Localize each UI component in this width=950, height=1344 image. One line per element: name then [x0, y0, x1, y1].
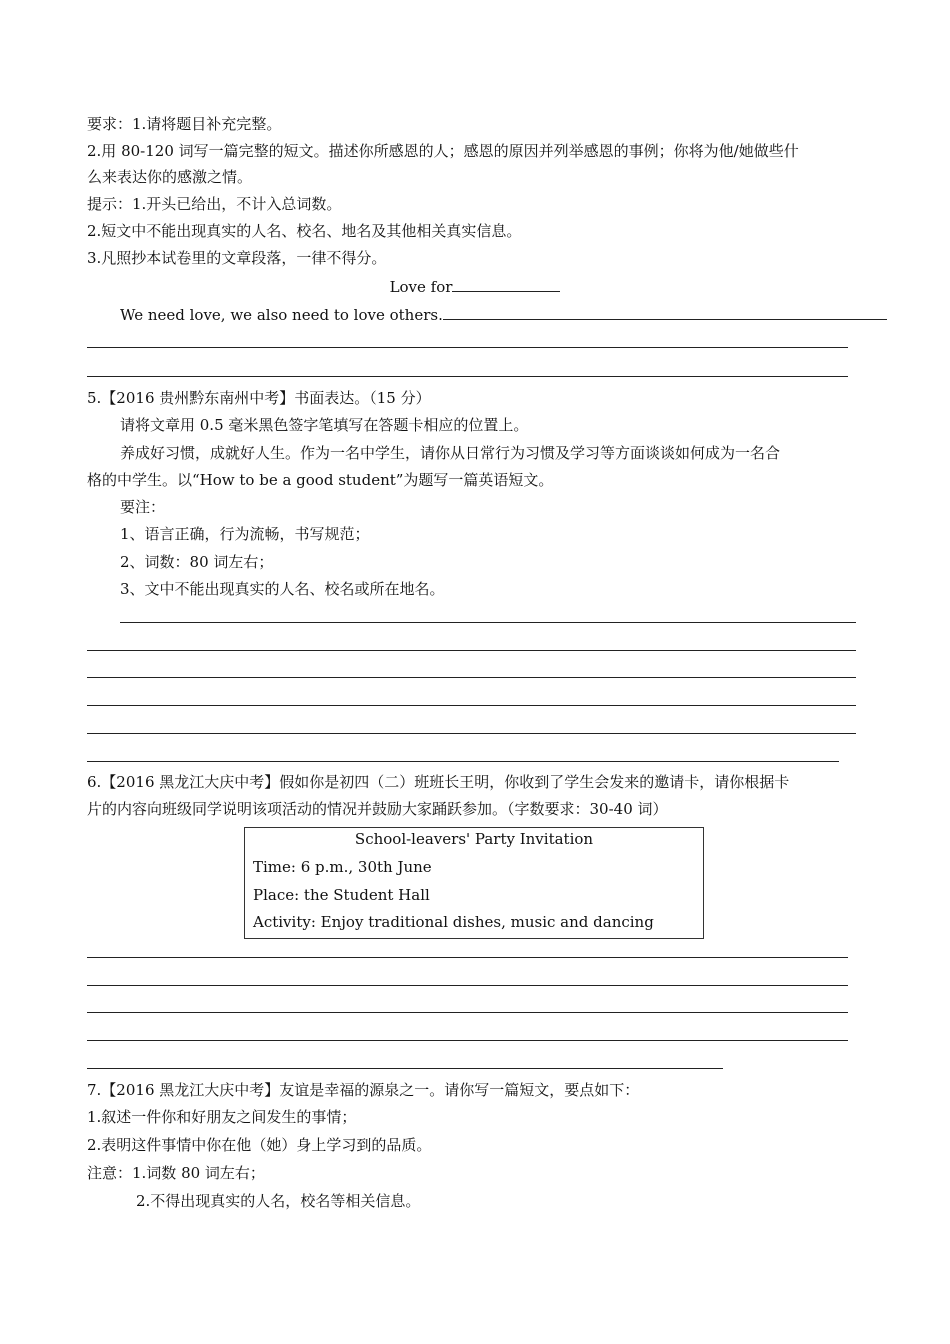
q5-note-2: 2、词数：80 词左右；: [120, 553, 274, 571]
q4-tip-3: 3.凡照抄本试卷里的文章段落，一律不得分。: [87, 249, 387, 267]
invitation-title: School-leavers' Party Invitation: [354, 830, 594, 848]
q4-opening-blank[interactable]: [443, 305, 887, 320]
q6-heading-a: 6.【2016 黑龙江大庆中考】假如你是初四（二）班班长王明，你收到了学生会发来的邀请卡，请你根据卡: [87, 773, 790, 791]
q4-title-blank[interactable]: [452, 277, 560, 292]
q4-opening-text: We need love, we also need to love others.: [120, 306, 443, 324]
invitation-place: Place: the Student Hall: [253, 886, 430, 904]
q5-answer-line[interactable]: [87, 677, 856, 678]
q6-answer-line[interactable]: [87, 985, 848, 986]
q5-body-a: 养成好习惯，成就好人生。作为一名中学生，请你从日常行为习惯及学习等方面谈谈如何成为一名合: [120, 444, 781, 462]
q5-answer-line[interactable]: [120, 622, 856, 623]
invitation-time: Time: 6 p.m., 30th June: [253, 858, 432, 876]
q5-note: 要注：: [120, 498, 166, 516]
q4-opening-line: [120, 305, 887, 325]
q6-answer-line[interactable]: [87, 1040, 848, 1041]
q7-point-1: 1.叙述一件你和好朋友之间发生的事情；: [87, 1108, 357, 1126]
q7-point-2: 2.表明这件事情中你在他（她）身上学习到的品质。: [87, 1136, 432, 1154]
q5-answer-line[interactable]: [87, 705, 856, 706]
q7-heading: 7.【2016 黑龙江大庆中考】友谊是幸福的源泉之一。请你写一篇短文，要点如下：: [87, 1081, 640, 1099]
q5-heading: 5.【2016 贵州黔东南州中考】书面表达。（15 分）: [87, 389, 431, 407]
q5-body-b: 格的中学生。以“How to be a good student”为题写一篇英语短文。: [87, 471, 554, 489]
q4-requirement-2b: 么来表达你的感激之情。: [87, 168, 253, 186]
q4-requirement-1: 要求：1.请将题目补充完整。: [87, 115, 282, 133]
q4-essay-title: [0, 277, 950, 297]
q4-answer-line[interactable]: [87, 376, 848, 377]
q6-answer-line[interactable]: [87, 957, 848, 958]
q5-note-3: 3、文中不能出现真实的人名、校名或所在地名。: [120, 580, 445, 598]
q4-title-text: Love for: [389, 278, 453, 296]
q5-answer-line[interactable]: [87, 733, 856, 734]
q5-answer-line[interactable]: [87, 650, 856, 651]
q4-requirement-2a: 2.用 80-120 词写一篇完整的短文。描述你所感恩的人；感恩的原因并列举感恩的事例；你将为他/她做些什: [87, 142, 799, 160]
q7-note-2: 2.不得出现真实的人名，校名等相关信息。: [136, 1192, 421, 1210]
q5-answer-line[interactable]: [87, 761, 839, 762]
q5-note-1: 1、语言正确，行为流畅，书写规范；: [120, 525, 370, 543]
invitation-card: [244, 827, 704, 939]
q5-instruction: 请将文章用 0.5 毫米黑色签字笔填写在答题卡相应的位置上。: [120, 416, 529, 434]
q6-answer-line[interactable]: [87, 1068, 723, 1069]
q6-answer-line[interactable]: [87, 1012, 848, 1013]
q6-heading-b: 片的内容向班级同学说明该项活动的情况并鼓励大家踊跃参加。（字数要求：30-40 词）: [87, 800, 668, 818]
q4-tip-2: 2.短文中不能出现真实的人名、校名、地名及其他相关真实信息。: [87, 222, 522, 240]
q4-answer-line[interactable]: [87, 347, 848, 348]
q7-note-1: 注意：1.词数 80 词左右；: [87, 1164, 265, 1182]
q4-tip-1: 提示：1.开头已给出，不计入总词数。: [87, 195, 342, 213]
invitation-activity: Activity: Enjoy traditional dishes, music and dancing: [253, 913, 654, 931]
